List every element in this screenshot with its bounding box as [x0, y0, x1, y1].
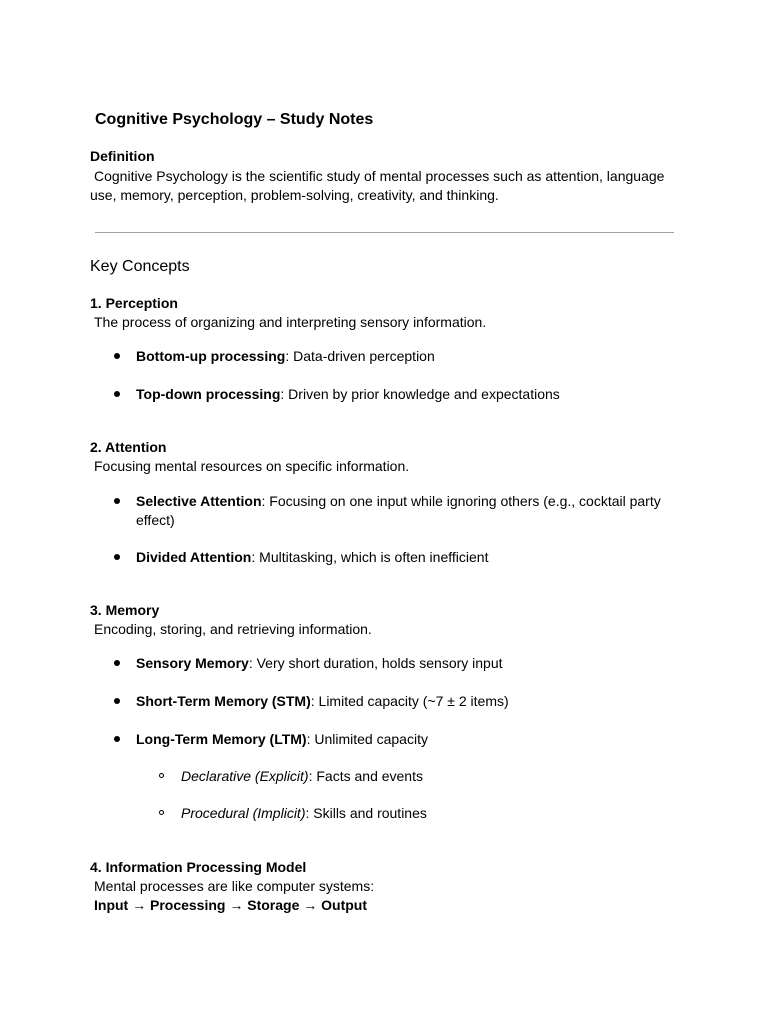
list-item [136, 548, 488, 567]
perception-description: The process of organizing and interpreting sensory information. [94, 314, 487, 330]
list-item-term: Sensory Memory [136, 655, 249, 671]
bullet-icon [114, 498, 120, 504]
ipm-heading: 4. Information Processing Model [90, 859, 307, 875]
bullet-icon [114, 736, 120, 742]
list-item [136, 692, 509, 711]
list-item-text: : Focusing on one input while ignoring others (e.g., cocktail party [261, 493, 661, 509]
bullet-icon [114, 353, 120, 359]
list-item [136, 385, 560, 404]
list-item-term: Bottom-up processing [136, 348, 286, 364]
sub-list-item-text: : Skills and routines [305, 805, 427, 821]
list-item-text: : Unlimited capacity [306, 731, 428, 747]
document-title: Cognitive Psychology – Study Notes [95, 111, 374, 128]
list-item-term: Long-Term Memory (LTM) [136, 731, 307, 747]
hollow-bullet-icon [159, 773, 164, 778]
bullet-icon [114, 554, 120, 560]
horizontal-divider [95, 232, 674, 233]
list-item-text: : Very short duration, holds sensory input [248, 655, 503, 671]
definition-text-line-1: Cognitive Psychology is the scientific study of mental processes such as attention, language [94, 168, 665, 184]
list-item-term: Selective Attention [136, 493, 262, 509]
sub-list-item-text: : Facts and events [308, 768, 423, 784]
memory-heading: 3. Memory [90, 602, 160, 618]
bullet-icon [114, 660, 120, 666]
sub-list-item-term: Declarative (Explicit) [181, 768, 309, 784]
hollow-bullet-icon [159, 810, 164, 815]
list-item-text: : Driven by prior knowledge and expectations [280, 386, 560, 402]
list-item-term: Divided Attention [136, 549, 252, 565]
bullet-icon [114, 391, 120, 397]
list-item [136, 730, 428, 749]
definition-heading: Definition [90, 148, 155, 164]
list-item-text: : Multitasking, which is often inefficient [251, 549, 489, 565]
list-item [136, 492, 661, 511]
sub-list-item-term: Procedural (Implicit) [181, 805, 306, 821]
list-item-text: : Limited capacity (~7 ± 2 items) [310, 693, 509, 709]
definition-text-line-2: use, memory, perception, problem-solving, creativity, and thinking. [90, 187, 499, 203]
memory-description: Encoding, storing, and retrieving information. [94, 621, 372, 637]
list-item [136, 347, 435, 366]
list-item-continuation: effect) [136, 512, 175, 528]
attention-heading: 2. Attention [90, 439, 167, 455]
ipm-description: Mental processes are like computer systems: [94, 878, 375, 894]
perception-heading: 1. Perception [90, 295, 178, 311]
list-item-term: Top-down processing [136, 386, 281, 402]
list-item [136, 654, 503, 673]
sub-list-item [181, 767, 423, 786]
list-item-term: Short-Term Memory (STM) [136, 693, 311, 709]
attention-description: Focusing mental resources on specific information. [94, 458, 410, 474]
sub-list-item [181, 804, 427, 823]
list-item-text: : Data-driven perception [285, 348, 435, 364]
key-concepts-heading: Key Concepts [90, 258, 190, 275]
ipm-flow: Input → Processing → Storage → Output [94, 897, 368, 913]
bullet-icon [114, 698, 120, 704]
